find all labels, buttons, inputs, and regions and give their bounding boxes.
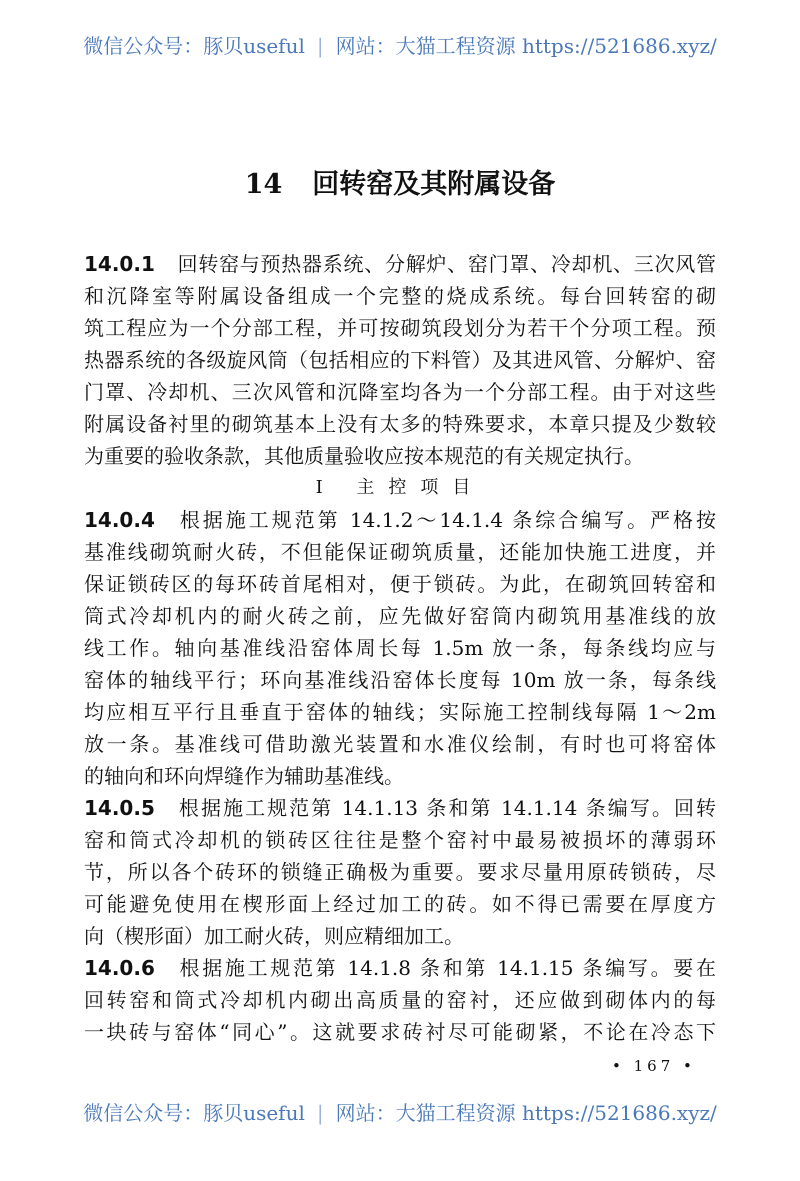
text-line xyxy=(84,280,716,312)
line-text: 一块砖与窑体“同心”。这就要求砖衬尽可能砌紧，不论在冷态下 xyxy=(84,1020,716,1044)
line-text: 回转窑与预热器系统、分解炉、窑门罩、冷却机、三次风管 xyxy=(176,252,716,276)
text-line xyxy=(84,920,716,952)
chapter-number: 14 xyxy=(244,169,283,200)
text-line xyxy=(84,504,716,536)
line-text: 窑体的轴线平行；环向基准线沿窑体长度每 10m 放一条，每条线 xyxy=(84,668,716,692)
text-line xyxy=(84,408,716,440)
text-line xyxy=(84,888,716,920)
line-text: 向（楔形面）加工耐火砖，则应精细加工。 xyxy=(84,924,464,948)
line-text: 回转窑和筒式冷却机内砌出高质量的窑衬，还应做到砌体内的每 xyxy=(84,988,716,1012)
text-line xyxy=(84,536,716,568)
line-text: 可能避免使用在楔形面上经过加工的砖。如不得已需要在厚度方 xyxy=(84,892,716,916)
watermark-separator: | xyxy=(316,34,324,58)
watermark-wechat: 微信公众号：豚贝useful xyxy=(83,1101,305,1125)
text-line xyxy=(84,440,716,472)
watermark-website: 网站：大猫工程资源 https://521686.xyz/ xyxy=(335,34,717,58)
line-text: 线工作。轴向基准线沿窑体周长每 1.5m 放一条，每条线均应与 xyxy=(84,636,716,660)
watermark-wechat: 微信公众号：豚贝useful xyxy=(83,34,305,58)
text-line xyxy=(84,696,716,728)
text-line xyxy=(84,952,716,984)
text-line xyxy=(84,600,716,632)
line-text: 为重要的验收条款，其他质量验收应按本规范的有关规定执行。 xyxy=(84,444,644,468)
chapter-title-text: 回转窑及其附属设备 xyxy=(312,169,556,200)
clause-number: 14.0.4 xyxy=(84,508,155,532)
text-line xyxy=(84,1016,716,1048)
text-line xyxy=(84,248,716,280)
line-text: 筑工程应为一个分部工程，并可按砌筑段划分为若干个分项工程。预 xyxy=(84,316,716,340)
clause-number: 14.0.6 xyxy=(84,956,155,980)
line-text: 的轴向和环向焊缝作为辅助基准线。 xyxy=(84,764,404,788)
line-text: 窑和筒式冷却机的锁砖区往往是整个窑衬中最易被损坏的薄弱环 xyxy=(84,828,716,852)
text-line xyxy=(84,760,716,792)
text-line xyxy=(84,856,716,888)
text-line xyxy=(84,664,716,696)
chapter-title xyxy=(0,162,800,201)
watermark-website: 网站：大猫工程资源 https://521686.xyz/ xyxy=(335,1101,717,1125)
line-text: 根据施工规范第 14.1.2～14.1.4 条综合编写。严格按 xyxy=(176,508,716,532)
line-text: 基准线砌筑耐火砖，不但能保证砌筑质量，还能加快施工进度，并 xyxy=(84,540,716,564)
line-text: 和沉降室等附属设备组成一个完整的烧成系统。每台回转窑的砌 xyxy=(84,284,716,308)
line-text: 节，所以各个砖环的锁缝正确极为重要。要求尽量用原砖锁砖，尽 xyxy=(84,860,716,884)
line-text: 根据施工规范第 14.1.13 条和第 14.1.14 条编写。回转 xyxy=(176,796,716,820)
text-line xyxy=(84,312,716,344)
line-text: 热器系统的各级旋风筒（包括相应的下料管）及其进风管、分解炉、窑 xyxy=(84,348,716,372)
text-line xyxy=(84,792,716,824)
line-text: 均应相互平行且垂直于窑体的轴线；实际施工控制线每隔 1～2m xyxy=(84,700,716,724)
line-text: 放一条。基准线可借助激光装置和水准仪绘制，有时也可将窑体 xyxy=(84,732,716,756)
watermark-separator: | xyxy=(316,1101,324,1125)
watermark-footer xyxy=(0,1097,800,1126)
text-line xyxy=(84,728,716,760)
text-line xyxy=(84,376,716,408)
line-text: 根据施工规范第 14.1.8 条和第 14.1.15 条编写。要在 xyxy=(176,956,716,980)
line-text: 保证锁砖区的每环砖首尾相对，便于锁砖。为此，在砌筑回转窑和 xyxy=(84,572,716,596)
text-line xyxy=(84,632,716,664)
text-line xyxy=(84,824,716,856)
watermark-header xyxy=(0,30,800,59)
line-text: 附属设备衬里的砌筑基本上没有太多的特殊要求，本章只提及少数较 xyxy=(84,412,716,436)
line-text: 门罩、冷却机、三次风管和沉降室均各为一个分部工程。由于对这些 xyxy=(84,380,716,404)
text-line xyxy=(84,344,716,376)
document-body xyxy=(84,248,716,1048)
line-text: 筒式冷却机内的耐火砖之前，应先做好窑筒内砌筑用基准线的放 xyxy=(84,604,716,628)
section-subheading: Ⅰ 主控项目 xyxy=(315,477,485,498)
text-line xyxy=(84,568,716,600)
page-number: • 167 • xyxy=(612,1057,696,1075)
clause-number: 14.0.1 xyxy=(84,252,155,276)
clause-number: 14.0.5 xyxy=(84,796,155,820)
text-line xyxy=(84,984,716,1016)
